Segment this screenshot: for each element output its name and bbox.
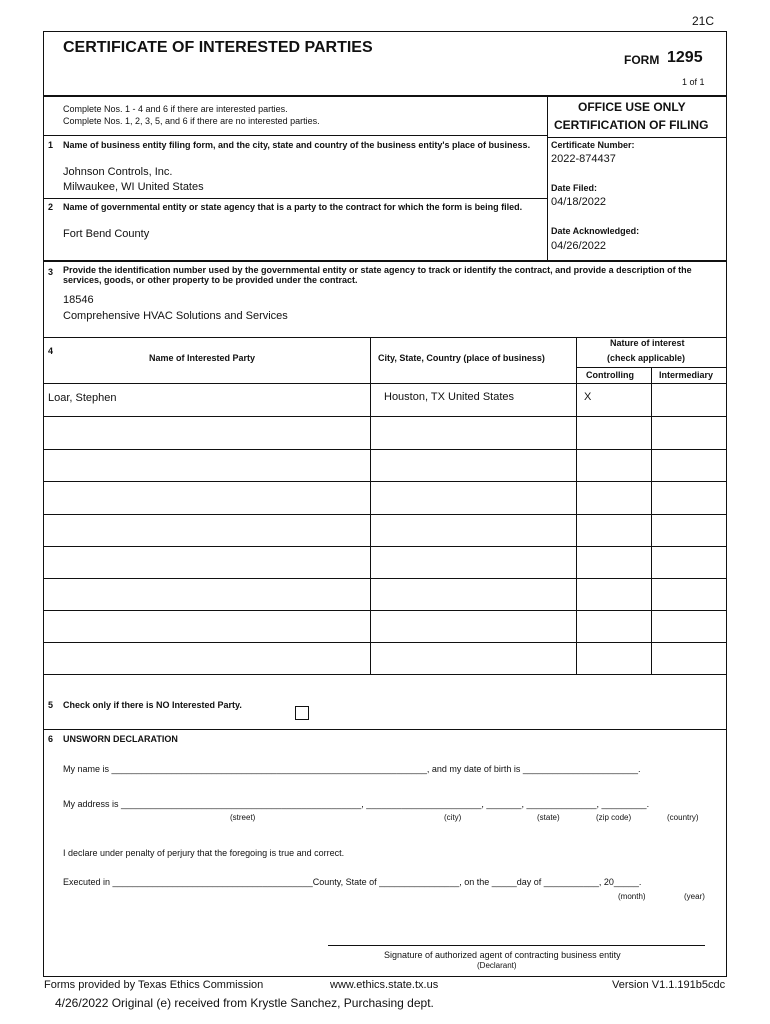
form-number: 1295 bbox=[667, 49, 703, 66]
col-header-nature: Nature of interest bbox=[610, 338, 685, 348]
address-state-caption: (state) bbox=[537, 813, 560, 822]
col-header-city: City, State, Country (place of business) bbox=[378, 353, 545, 363]
col-header-controlling: Controlling bbox=[586, 370, 634, 380]
no-interested-party-checkbox[interactable] bbox=[295, 706, 309, 720]
date-filed-label: Date Filed: bbox=[551, 183, 598, 193]
outer-border-right bbox=[726, 31, 727, 977]
business-entity-name: Johnson Controls, Inc. bbox=[63, 166, 173, 178]
table-divider-2 bbox=[576, 337, 577, 674]
section1-number: 1 bbox=[48, 140, 54, 150]
section2-label: Name of governmental entity or state agency that is a party to the contract for which the form is being filed. bbox=[63, 202, 523, 212]
footer-commission: Forms provided by Texas Ethics Commission bbox=[44, 979, 264, 991]
signature-label: Signature of authorized agent of contracting business entity bbox=[384, 950, 621, 960]
form-code: 21C bbox=[692, 14, 715, 28]
table-row-line bbox=[43, 642, 727, 643]
office-divider-left bbox=[547, 97, 548, 260]
date-acknowledged-label: Date Acknowledged: bbox=[551, 226, 640, 236]
certificate-number-value: 2022-874437 bbox=[551, 153, 616, 165]
instructions-line1: Complete Nos. 1 - 4 and 6 if there are interested parties. bbox=[63, 104, 288, 114]
outer-border-top bbox=[43, 31, 727, 32]
contract-id: 18546 bbox=[63, 294, 94, 306]
section4-number: 4 bbox=[48, 346, 54, 356]
perjury-declaration: I declare under penalty of perjury that the foregoing is true and correct. bbox=[63, 848, 345, 858]
declarant-address-line[interactable]: My address is ________________________________________________, _______________________, _______, ______________, _________. bbox=[63, 799, 650, 809]
table-row-line bbox=[43, 416, 727, 417]
section3-label: Provide the identification number used by the governmental entity or state agency to track or identify the contract, and provide a description of the services, goods, or other property to be provided under the contract. bbox=[63, 265, 692, 286]
section1-divider bbox=[43, 198, 548, 199]
table-row-line bbox=[43, 546, 727, 547]
instructions-divider bbox=[43, 135, 548, 136]
col-header-intermediary: Intermediary bbox=[659, 370, 714, 380]
section2-number: 2 bbox=[48, 202, 54, 212]
section5-label: Check only if there is NO Interested Party. bbox=[63, 700, 242, 710]
address-street-caption: (street) bbox=[230, 813, 256, 822]
contract-description: Comprehensive HVAC Solutions and Services bbox=[63, 310, 288, 322]
section2-divider bbox=[43, 260, 727, 262]
col-header-check: (check applicable) bbox=[607, 353, 686, 363]
party-name: Loar, Stephen bbox=[48, 392, 117, 404]
header-divider bbox=[43, 95, 727, 97]
col-header-name: Name of Interested Party bbox=[149, 353, 256, 363]
table-divider-3 bbox=[651, 367, 652, 674]
table-header-bottom bbox=[43, 383, 727, 384]
business-entity-location: Milwaukee, WI United States bbox=[63, 181, 204, 193]
section5-number: 5 bbox=[48, 700, 54, 710]
section1-label: Name of business entity filing form, and the city, state and country of the business entity's place of business. bbox=[63, 140, 531, 150]
address-zip-caption: (zip code) bbox=[596, 813, 632, 822]
table-row-line bbox=[43, 449, 727, 450]
table-row-line bbox=[43, 481, 727, 482]
section6-label: UNSWORN DECLARATION bbox=[63, 734, 178, 744]
section3-number: 3 bbox=[48, 267, 54, 277]
outer-border-left bbox=[43, 31, 44, 977]
office-divider-bottom bbox=[547, 137, 727, 138]
table-row-line bbox=[43, 578, 727, 579]
section6-number: 6 bbox=[48, 734, 54, 744]
signature-sublabel: (Declarant) bbox=[477, 961, 517, 970]
governmental-entity-name: Fort Bend County bbox=[63, 228, 150, 240]
section5-divider bbox=[43, 729, 727, 730]
declarant-name-line[interactable]: My name is _______________________________________________________________, and my date of birth is _______________________. bbox=[63, 764, 641, 774]
party-controlling-mark: X bbox=[584, 391, 592, 403]
year-caption: (year) bbox=[684, 892, 705, 901]
month-caption: (month) bbox=[618, 892, 646, 901]
outer-border-bottom bbox=[43, 976, 727, 977]
office-subheading: CERTIFICATION OF FILING bbox=[554, 118, 709, 132]
table-row-line bbox=[43, 514, 727, 515]
party-location: Houston, TX United States bbox=[384, 391, 515, 403]
page-count: 1 of 1 bbox=[682, 77, 705, 87]
table-bottom bbox=[43, 674, 727, 675]
page-title: CERTIFICATE OF INTERESTED PARTIES bbox=[63, 39, 373, 56]
date-acknowledged-value: 04/26/2022 bbox=[551, 240, 607, 252]
footer-version: Version V1.1.191b5cdc bbox=[612, 979, 726, 991]
executed-in-line[interactable]: Executed in ________________________________________County, State of ________________, on the _____day of ___________, 20_____. bbox=[63, 877, 642, 887]
form-label: FORM bbox=[624, 53, 660, 67]
certificate-number-label: Certificate Number: bbox=[551, 140, 635, 150]
office-heading: OFFICE USE ONLY bbox=[578, 100, 686, 114]
date-filed-value: 04/18/2022 bbox=[551, 196, 607, 208]
receipt-note: 4/26/2022 Original (e) received from Krystle Sanchez, Purchasing dept. bbox=[55, 996, 434, 1010]
footer-website[interactable]: www.ethics.state.tx.us bbox=[330, 979, 439, 991]
table-divider-1 bbox=[370, 337, 371, 674]
signature-line[interactable] bbox=[328, 945, 705, 946]
table-row-line bbox=[43, 610, 727, 611]
instructions-line2: Complete Nos. 1, 2, 3, 5, and 6 if there are no interested parties. bbox=[63, 116, 320, 126]
address-country-caption: (country) bbox=[667, 813, 699, 822]
address-city-caption: (city) bbox=[444, 813, 462, 822]
